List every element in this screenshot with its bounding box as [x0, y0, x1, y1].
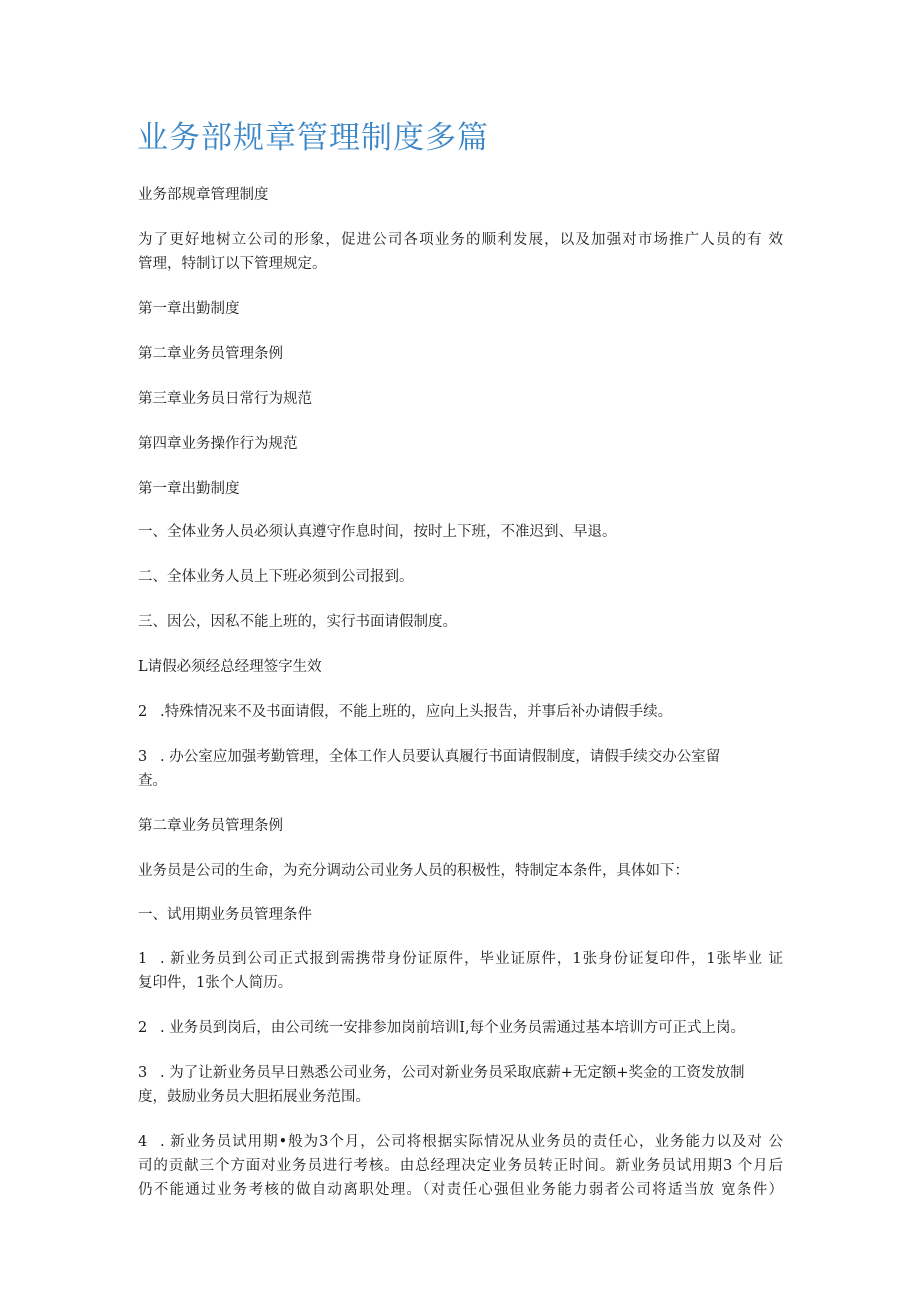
toc-chapter-1: 第一章出勤制度: [138, 301, 240, 317]
intro-line-1: 为了更好地树立公司的形象，促进公司各项业务的顺利发展，以及加强对市场推广人员的有 效: [138, 232, 783, 248]
subtitle: 业务部规章管理制度: [138, 187, 269, 203]
toc-chapter-3: 第三章业务员日常行为规范: [138, 391, 312, 407]
chapter-1-sub-3-line-1: [138, 745, 783, 769]
list-number: 4: [138, 1134, 148, 1150]
chapter-1-sub-1: L请假必须经总经理签字生效: [138, 659, 322, 675]
list-text: . 办公室应加强考勤管理，全体工作人员要认真履行书面请假制度，请假手续交办公室留: [160, 749, 721, 765]
toc-chapter-2: 第二章业务员管理条例: [138, 346, 283, 362]
chapter-2-item-2: [138, 1016, 783, 1040]
list-text: .特殊情况来不及书面请假，不能上班的，应向上头报告，并事后补办请假手续。: [160, 704, 673, 720]
chapter-1-item-1: 一、全体业务人员必须认真遵守作息时间，按时上下班，不准迟到、早退。: [138, 524, 617, 540]
list-number: 2: [138, 704, 148, 720]
chapter-2-intro: 业务员是公司的生命，为充分调动公司业务人员的积极性，特制定本条件，具体如下：: [138, 863, 689, 879]
list-text: . 为了让新业务员早日熟悉公司业务，公司对新业务员采取底薪+无定额+奖金的工资发放制: [160, 1065, 745, 1081]
chapter-2-item-1-line-1: [138, 947, 783, 971]
chapter-2-item-3-line-2: 度，鼓励业务员大胆拓展业务范围。: [138, 1089, 370, 1105]
chapter-1-heading: 第一章出勤制度: [138, 481, 240, 497]
chapter-2-item-4-line-3: 仍不能通过业务考核的做自动离职处理。（对责任心强但业务能力弱者公司将适当放 宽条件）: [138, 1182, 783, 1198]
chapter-2-heading: 第二章业务员管理条例: [138, 818, 283, 834]
chapter-2-item-4-line-1: [138, 1130, 783, 1154]
list-text: . 新业务员试用期•般为3个月，公司将根据实际情况从业务员的责任心，业务能力以及对 公: [160, 1134, 783, 1150]
chapter-1-sub-3-line-2: 查。: [138, 773, 167, 789]
intro-line-2: 管理，特制订以下管理规定。: [138, 256, 327, 272]
list-number: 2: [138, 1020, 148, 1036]
list-text: . 业务员到岗后，由公司统一安排参加岗前培训I,每个业务员需通过基本培训方可正式上岗。: [160, 1020, 746, 1036]
chapter-1-item-3: 三、因公，因私不能上班的，实行书面请假制度。: [138, 614, 457, 630]
chapter-1-item-2: 二、全体业务人员上下班必须到公司报到。: [138, 569, 414, 585]
list-number: 3: [138, 1065, 148, 1081]
chapter-2-item-4-line-2: 司的贡献三个方面对业务员进行考核。由总经理决定业务员转正时间。新业务员试用期3 个月后: [138, 1158, 783, 1174]
chapter-1-sub-2: [138, 700, 783, 724]
chapter-2-item-3-line-1: [138, 1061, 783, 1085]
list-number: 3: [138, 749, 148, 765]
toc-chapter-4: 第四章业务操作行为规范: [138, 436, 298, 452]
list-text: . 新业务员到公司正式报到需携带身份证原件，毕业证原件，1张身份证复印件，1张毕业 证: [160, 951, 783, 967]
chapter-2-section-1: 一、试用期业务员管理条件: [138, 907, 312, 923]
document-title: 业务部规章管理制度多篇: [137, 120, 489, 156]
list-number: 1: [138, 951, 148, 967]
chapter-2-item-1-line-2: 复印件，1张个人简历。: [138, 975, 293, 991]
